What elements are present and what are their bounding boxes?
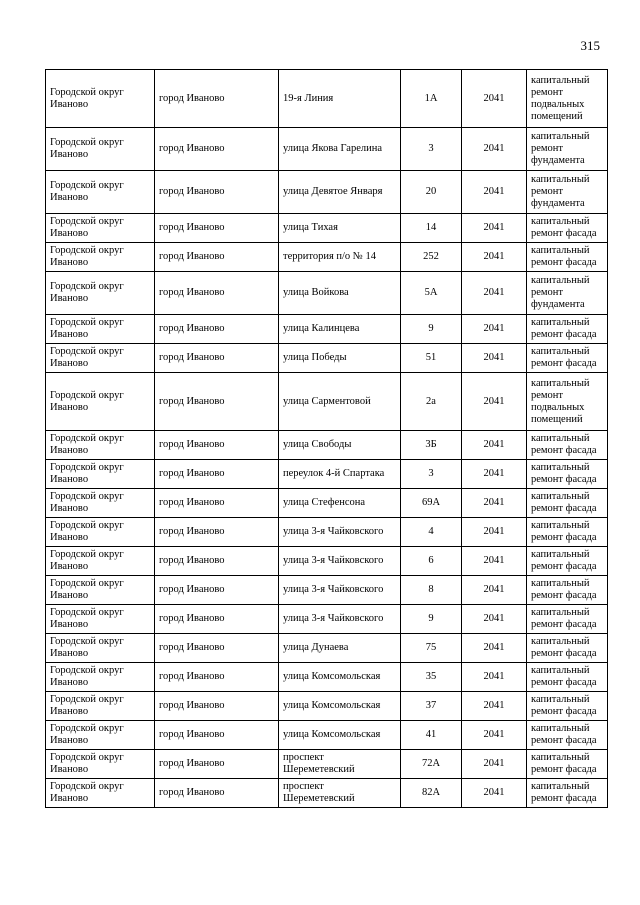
year-cell: 2041 bbox=[462, 460, 527, 489]
street-cell: улица Стефенсона bbox=[279, 489, 401, 518]
okrug-cell: Городской округ Иваново bbox=[46, 315, 155, 344]
street-cell: территория п/о № 14 bbox=[279, 243, 401, 272]
okrug-cell: Городской округ Иваново bbox=[46, 431, 155, 460]
okrug-cell: Городской округ Иваново bbox=[46, 128, 155, 171]
work-type-cell: капитальный ремонт фасада bbox=[527, 750, 608, 779]
okrug-cell: Городской округ Иваново bbox=[46, 489, 155, 518]
table-body bbox=[46, 70, 608, 808]
table-row bbox=[46, 243, 608, 272]
house-number-cell: 8 bbox=[401, 576, 462, 605]
work-type-cell: капитальный ремонт фасада bbox=[527, 692, 608, 721]
city-cell: город Иваново bbox=[155, 272, 279, 315]
year-cell: 2041 bbox=[462, 344, 527, 373]
city-cell: город Иваново bbox=[155, 344, 279, 373]
table-row bbox=[46, 721, 608, 750]
street-cell: улица 3-я Чайковского bbox=[279, 547, 401, 576]
table-row bbox=[46, 128, 608, 171]
page-number: 315 bbox=[580, 38, 600, 53]
year-cell: 2041 bbox=[462, 750, 527, 779]
okrug-cell: Городской округ Иваново bbox=[46, 605, 155, 634]
table-row bbox=[46, 171, 608, 214]
year-cell: 2041 bbox=[462, 171, 527, 214]
city-cell: город Иваново bbox=[155, 315, 279, 344]
okrug-cell: Городской округ Иваново bbox=[46, 721, 155, 750]
work-type-cell: капитальный ремонт фасада bbox=[527, 779, 608, 808]
work-type-cell: капитальный ремонт фасада bbox=[527, 518, 608, 547]
street-cell: улица 3-я Чайковского bbox=[279, 518, 401, 547]
city-cell: город Иваново bbox=[155, 243, 279, 272]
house-number-cell: 14 bbox=[401, 214, 462, 243]
house-number-cell: 3Б bbox=[401, 431, 462, 460]
work-type-cell: капитальный ремонт подвальных помещений bbox=[527, 373, 608, 431]
work-type-cell: капитальный ремонт фундамента bbox=[527, 128, 608, 171]
year-cell: 2041 bbox=[462, 214, 527, 243]
work-type-cell: капитальный ремонт фасада bbox=[527, 721, 608, 750]
street-cell: улица Свободы bbox=[279, 431, 401, 460]
house-number-cell: 9 bbox=[401, 315, 462, 344]
city-cell: город Иваново bbox=[155, 750, 279, 779]
year-cell: 2041 bbox=[462, 692, 527, 721]
table-row bbox=[46, 605, 608, 634]
okrug-cell: Городской округ Иваново bbox=[46, 243, 155, 272]
street-cell: проспект Шереметевский bbox=[279, 750, 401, 779]
year-cell: 2041 bbox=[462, 70, 527, 128]
work-type-cell: капитальный ремонт фасада bbox=[527, 460, 608, 489]
table-row bbox=[46, 214, 608, 243]
city-cell: город Иваново bbox=[155, 214, 279, 243]
table-row bbox=[46, 576, 608, 605]
table-row bbox=[46, 489, 608, 518]
okrug-cell: Городской округ Иваново bbox=[46, 518, 155, 547]
work-type-cell: капитальный ремонт фасада bbox=[527, 315, 608, 344]
street-cell: 19-я Линия bbox=[279, 70, 401, 128]
table-row bbox=[46, 518, 608, 547]
year-cell: 2041 bbox=[462, 431, 527, 460]
okrug-cell: Городской округ Иваново bbox=[46, 547, 155, 576]
house-number-cell: 72А bbox=[401, 750, 462, 779]
house-number-cell: 37 bbox=[401, 692, 462, 721]
year-cell: 2041 bbox=[462, 634, 527, 663]
table-row bbox=[46, 373, 608, 431]
work-type-cell: капитальный ремонт фундамента bbox=[527, 171, 608, 214]
city-cell: город Иваново bbox=[155, 518, 279, 547]
year-cell: 2041 bbox=[462, 518, 527, 547]
city-cell: город Иваново bbox=[155, 489, 279, 518]
okrug-cell: Городской округ Иваново bbox=[46, 373, 155, 431]
work-type-cell: капитальный ремонт фасада bbox=[527, 634, 608, 663]
house-number-cell: 3 bbox=[401, 128, 462, 171]
work-type-cell: капитальный ремонт подвальных помещений bbox=[527, 70, 608, 128]
house-number-cell: 35 bbox=[401, 663, 462, 692]
street-cell: улица 3-я Чайковского bbox=[279, 605, 401, 634]
year-cell: 2041 bbox=[462, 779, 527, 808]
work-type-cell: капитальный ремонт фасада bbox=[527, 243, 608, 272]
table-row bbox=[46, 272, 608, 315]
year-cell: 2041 bbox=[462, 315, 527, 344]
year-cell: 2041 bbox=[462, 663, 527, 692]
house-number-cell: 4 bbox=[401, 518, 462, 547]
city-cell: город Иваново bbox=[155, 663, 279, 692]
okrug-cell: Городской округ Иваново bbox=[46, 692, 155, 721]
house-number-cell: 1А bbox=[401, 70, 462, 128]
okrug-cell: Городской округ Иваново bbox=[46, 214, 155, 243]
house-number-cell: 20 bbox=[401, 171, 462, 214]
city-cell: город Иваново bbox=[155, 576, 279, 605]
work-type-cell: капитальный ремонт фасада bbox=[527, 663, 608, 692]
table-row bbox=[46, 750, 608, 779]
city-cell: город Иваново bbox=[155, 692, 279, 721]
street-cell: улица Дунаева bbox=[279, 634, 401, 663]
work-type-cell: капитальный ремонт фасада bbox=[527, 344, 608, 373]
city-cell: город Иваново bbox=[155, 547, 279, 576]
work-type-cell: капитальный ремонт фасада bbox=[527, 605, 608, 634]
city-cell: город Иваново bbox=[155, 431, 279, 460]
house-number-cell: 69А bbox=[401, 489, 462, 518]
work-type-cell: капитальный ремонт фасада bbox=[527, 489, 608, 518]
table-row bbox=[46, 70, 608, 128]
city-cell: город Иваново bbox=[155, 373, 279, 431]
table-row bbox=[46, 779, 608, 808]
street-cell: переулок 4-й Спартака bbox=[279, 460, 401, 489]
okrug-cell: Городской округ Иваново bbox=[46, 779, 155, 808]
work-type-cell: капитальный ремонт фасада bbox=[527, 214, 608, 243]
city-cell: город Иваново bbox=[155, 171, 279, 214]
year-cell: 2041 bbox=[462, 721, 527, 750]
work-type-cell: капитальный ремонт фасада bbox=[527, 576, 608, 605]
okrug-cell: Городской округ Иваново bbox=[46, 663, 155, 692]
year-cell: 2041 bbox=[462, 547, 527, 576]
table-row bbox=[46, 692, 608, 721]
house-number-cell: 41 bbox=[401, 721, 462, 750]
street-cell: улица Победы bbox=[279, 344, 401, 373]
house-number-cell: 9 bbox=[401, 605, 462, 634]
year-cell: 2041 bbox=[462, 243, 527, 272]
city-cell: город Иваново bbox=[155, 779, 279, 808]
okrug-cell: Городской округ Иваново bbox=[46, 576, 155, 605]
table-row bbox=[46, 634, 608, 663]
table-row bbox=[46, 547, 608, 576]
city-cell: город Иваново bbox=[155, 70, 279, 128]
house-number-cell: 6 bbox=[401, 547, 462, 576]
street-cell: улица Комсомольская bbox=[279, 692, 401, 721]
repair-registry-table bbox=[45, 69, 608, 808]
street-cell: улица Девятое Января bbox=[279, 171, 401, 214]
year-cell: 2041 bbox=[462, 576, 527, 605]
street-cell: улица 3-я Чайковского bbox=[279, 576, 401, 605]
table-row bbox=[46, 315, 608, 344]
year-cell: 2041 bbox=[462, 128, 527, 171]
street-cell: улица Войкова bbox=[279, 272, 401, 315]
city-cell: город Иваново bbox=[155, 128, 279, 171]
house-number-cell: 75 bbox=[401, 634, 462, 663]
street-cell: проспект Шереметевский bbox=[279, 779, 401, 808]
work-type-cell: капитальный ремонт фасада bbox=[527, 431, 608, 460]
city-cell: город Иваново bbox=[155, 460, 279, 489]
street-cell: улица Сарментовой bbox=[279, 373, 401, 431]
house-number-cell: 82А bbox=[401, 779, 462, 808]
okrug-cell: Городской округ Иваново bbox=[46, 634, 155, 663]
street-cell: улица Калинцева bbox=[279, 315, 401, 344]
year-cell: 2041 bbox=[462, 272, 527, 315]
okrug-cell: Городской округ Иваново bbox=[46, 344, 155, 373]
house-number-cell: 5А bbox=[401, 272, 462, 315]
okrug-cell: Городской округ Иваново bbox=[46, 750, 155, 779]
table-row bbox=[46, 460, 608, 489]
year-cell: 2041 bbox=[462, 605, 527, 634]
table-row bbox=[46, 344, 608, 373]
street-cell: улица Комсомольская bbox=[279, 663, 401, 692]
okrug-cell: Городской округ Иваново bbox=[46, 272, 155, 315]
table-row bbox=[46, 431, 608, 460]
street-cell: улица Тихая bbox=[279, 214, 401, 243]
table-row bbox=[46, 663, 608, 692]
year-cell: 2041 bbox=[462, 373, 527, 431]
okrug-cell: Городской округ Иваново bbox=[46, 460, 155, 489]
year-cell: 2041 bbox=[462, 489, 527, 518]
city-cell: город Иваново bbox=[155, 721, 279, 750]
house-number-cell: 252 bbox=[401, 243, 462, 272]
house-number-cell: 3 bbox=[401, 460, 462, 489]
house-number-cell: 51 bbox=[401, 344, 462, 373]
okrug-cell: Городской округ Иваново bbox=[46, 70, 155, 128]
work-type-cell: капитальный ремонт фундамента bbox=[527, 272, 608, 315]
okrug-cell: Городской округ Иваново bbox=[46, 171, 155, 214]
city-cell: город Иваново bbox=[155, 634, 279, 663]
house-number-cell: 2а bbox=[401, 373, 462, 431]
street-cell: улица Комсомольская bbox=[279, 721, 401, 750]
street-cell: улица Якова Гарелина bbox=[279, 128, 401, 171]
work-type-cell: капитальный ремонт фасада bbox=[527, 547, 608, 576]
city-cell: город Иваново bbox=[155, 605, 279, 634]
